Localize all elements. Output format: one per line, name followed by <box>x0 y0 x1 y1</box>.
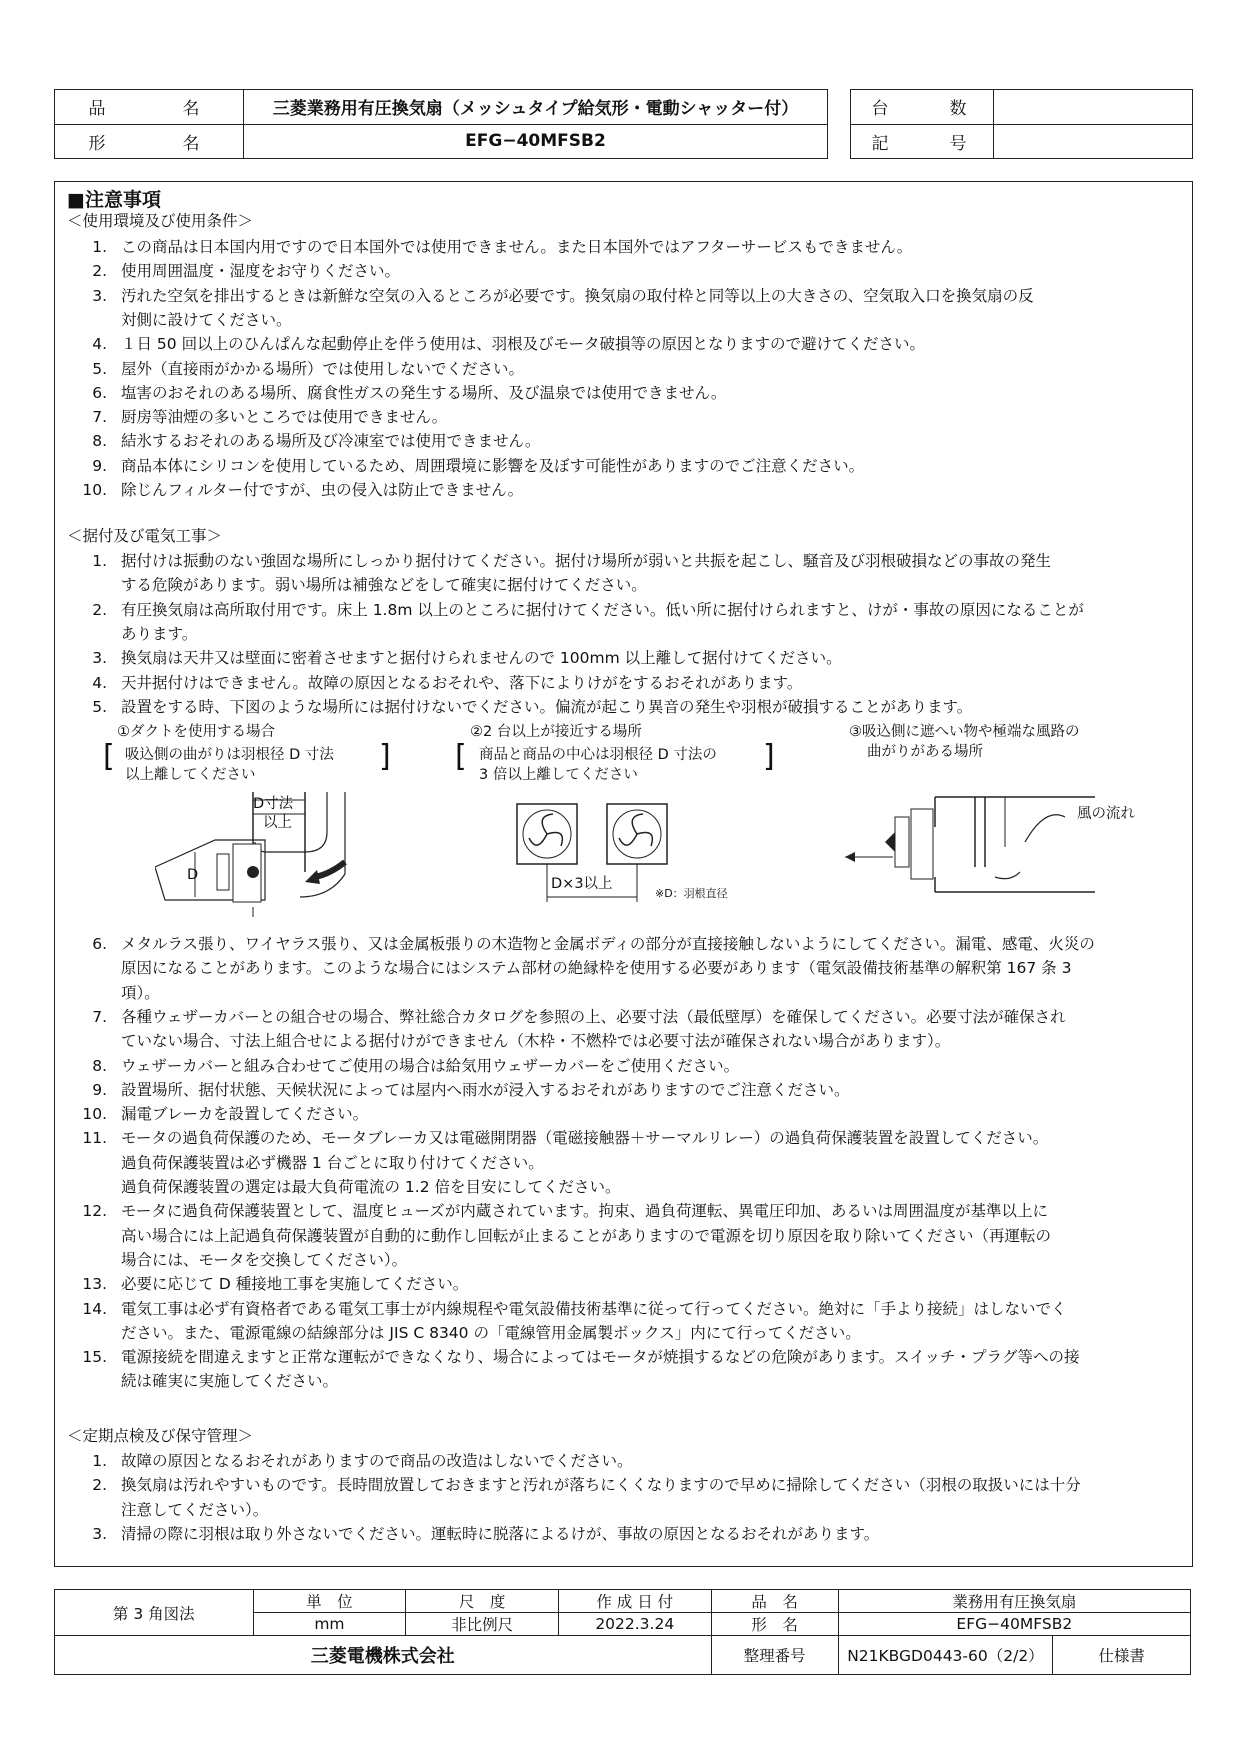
item-number: 4. <box>92 673 107 692</box>
item-number: 3. <box>92 1524 107 1543</box>
fig3-label: 風の流れ <box>1077 806 1135 822</box>
name-value: 業務用有圧換気扇 <box>838 1590 1190 1613</box>
model-label: 形 名 <box>55 124 244 159</box>
item-text-line: 換気扇は汚れやすいものです。長時間放置しておきますと汚れが落ちにくくなりますので早めに掃除してください（羽根の取扱いには十分 <box>121 1476 1081 1495</box>
section-heading: ＜定期点検及び保守管理＞ <box>67 1427 254 1445</box>
item-text-line: この商品は日本国内用ですので日本国外では使用できません。また日本国外ではアフターサービスもできません。 <box>121 238 913 256</box>
item-number: 2. <box>92 262 107 281</box>
fig3-title1: ③吸込側に遮へい物や極端な風路の <box>849 724 1080 740</box>
item-number: 9. <box>92 456 107 475</box>
item-text-line: 対側に設けてください。 <box>121 310 292 329</box>
item-number: 1. <box>92 1452 107 1470</box>
item-number: 7. <box>92 1007 107 1026</box>
scale-label: 尺 度 <box>406 1590 559 1613</box>
item-number: 13. <box>82 1275 107 1294</box>
item-text-line: 除じんフィルター付ですが、虫の侵入は防止できません。 <box>121 481 524 499</box>
name-label: 品 名 <box>711 1590 838 1613</box>
item-number: 9. <box>92 1080 107 1099</box>
item-text-line: 天井据付けはできません。故障の原因となるおそれや、落下によりけがをするおそれがあります。 <box>121 673 803 692</box>
item-text-line: ていない場合、寸法上組合せによる据付けができません（木枠・不燃枠では必要寸法が確保されない場合があります）。 <box>121 1032 951 1051</box>
item-number: 15. <box>82 1348 107 1367</box>
fig1-bracket-left: [ <box>103 739 115 774</box>
header-table <box>54 89 828 159</box>
item-text-line: 清掃の際に羽根は取り外さないでください。運転時に脱落によるけが、事故の原因となるおそれがあります。 <box>121 1524 880 1543</box>
item-text-line: 据付けは振動のない強固な場所にしっかり据付けてください。据付け場所が弱いと共振を起こし、騒音及び羽根破損などの事故の発生 <box>121 552 1052 570</box>
item-text-line: 塩害のおそれのある場所、腐食性ガスの発生する場所、及び温泉では使用できません。 <box>121 383 727 402</box>
item-text-line: 項）。 <box>121 983 160 1002</box>
projection-method: 第 3 角図法 <box>55 1590 254 1636</box>
item-text-line: ウェザーカバーと組み合わせてご使用の場合は給気用ウェザーカバーをご使用ください。 <box>121 1056 740 1075</box>
item-text-line: 漏電ブレーカを設置してください。 <box>121 1105 369 1124</box>
item-number: 10. <box>82 481 107 499</box>
item-text-line: 過負荷保護装置の選定は最大負荷電流の 1.2 倍を目安にしてください。 <box>121 1178 621 1196</box>
fig1-note1: 吸込側の曲がりは羽根径 D 寸法 <box>125 747 334 763</box>
item-text-line: 必要に応じて D 種接地工事を実施してください。 <box>121 1275 469 1294</box>
item-text-line: メタルラス張り、ワイヤラス張り、又は金属板張りの木造物と金属ボディの部分が直接接触しないようにしてください。漏電、感電、火災の <box>121 935 1095 953</box>
fig2-dim: D×3以上 <box>551 876 613 892</box>
item-text-line: モータの過負荷保護のため、モータブレーカ又は電磁開閉器（電磁接触器＋サーマルリレー）の過負荷保護装置を設置してください。 <box>121 1129 1049 1148</box>
item-text-line: 屋外（直接雨がかかる場所）では使用しないでください。 <box>121 359 525 378</box>
item-text-line: 使用周囲温度・湿度をお守りください。 <box>121 262 401 281</box>
doc-type: 仕様書 <box>1053 1636 1191 1675</box>
item-text-line: する危険があります。弱い場所は補強などをして確実に据付けてください。 <box>121 576 647 595</box>
scale-value: 非比例尺 <box>406 1613 559 1636</box>
date-label: 作 成 日 付 <box>558 1590 711 1613</box>
item-text-line: 設置場所、据付状態、天候状況によっては屋内へ雨水が浸入するおそれがありますのでご注意ください。 <box>121 1080 850 1099</box>
date-value: 2022.3.24 <box>558 1613 711 1636</box>
fig2-note1: 商品と商品の中心は羽根径 D 寸法の <box>479 747 717 763</box>
item-text-line: 過負荷保護装置は必ず機器 1 台ごとに取り付けてください。 <box>121 1153 544 1172</box>
fig1-note2: 以上離してください <box>125 767 256 783</box>
model-value-footer: EFG−40MFSB2 <box>838 1613 1190 1636</box>
item-text-line: 汚れた空気を排出するときは新鮮な空気の入るところが必要です。換気扇の取付枠と同等以上の大きさの、空気取入口を換気扇の反 <box>121 286 1034 305</box>
item-number: 2. <box>92 1476 107 1495</box>
fig1-dim2: 以上 <box>263 815 292 831</box>
item-number: 8. <box>92 1056 107 1075</box>
model-label-footer: 形 名 <box>711 1613 838 1636</box>
mark-label: 記 号 <box>851 124 994 159</box>
ref-value: N21KBGD0443-60（2/2） <box>838 1636 1053 1675</box>
item-text-line: 商品本体にシリコンを使用しているため、周囲環境に影響を及ぼす可能性がありますのでご注意ください。 <box>121 456 865 475</box>
item-number: 3. <box>92 649 107 668</box>
item-number: 4. <box>92 335 107 354</box>
item-text-line: １日 50 回以上のひんぱんな起動停止を伴う使用は、羽根及びモータ破損等の原因となりますので避けてください。 <box>121 335 925 354</box>
footer-table <box>54 1589 1191 1675</box>
item-number: 7. <box>92 408 107 427</box>
fig2-note2: 3 倍以上離してください <box>479 767 638 783</box>
model-value: EFG−40MFSB2 <box>244 124 828 159</box>
item-number: 10. <box>82 1105 107 1124</box>
item-text-line: あります。 <box>121 624 198 643</box>
item-number: 1. <box>92 238 107 256</box>
item-number: 6. <box>92 383 107 402</box>
fig1-bracket-right: ] <box>379 739 391 774</box>
company-name: 三菱電機株式会社 <box>55 1636 712 1675</box>
item-text-line: 換気扇は天井又は壁面に密着させますと据付けられませんので 100mm 以上離して据付けてください。 <box>121 649 842 668</box>
notes-box <box>54 181 1193 1567</box>
ref-label: 整理番号 <box>711 1636 838 1675</box>
item-number: 12. <box>82 1202 107 1221</box>
item-text-line: 厨房等油煙の多いところでは使用できません。 <box>121 408 448 427</box>
item-text-line: 続は確実に実施してください。 <box>121 1372 339 1391</box>
item-number: 8. <box>92 432 107 451</box>
item-text-line: モータに過負荷保護装置として、温度ヒューズが内蔵されています。拘束、過負荷運転、異電圧印加、あるいは周囲温度が基準以上に <box>121 1202 1049 1221</box>
item-text-line: 故障の原因となるおそれがありますので商品の改造はしないでください。 <box>121 1452 633 1470</box>
item-number: 14. <box>82 1299 107 1318</box>
product-name-label: 品 名 <box>55 90 244 125</box>
item-text-line: 電源接続を間違えますと正常な運転ができなくなり、場合によってはモータが焼損するなどの危険があります。スイッチ・プラグ等への接 <box>121 1348 1080 1367</box>
item-text-line: 注意してください）。 <box>121 1500 269 1519</box>
fig1-d: D <box>187 867 199 883</box>
item-number: 11. <box>82 1129 107 1148</box>
item-number: 5. <box>92 697 107 716</box>
count-label: 台 数 <box>851 90 994 125</box>
item-number: 2. <box>92 600 107 619</box>
unit-value: mm <box>253 1613 406 1636</box>
obstruction-diagram <box>845 787 1105 897</box>
item-number: 1. <box>92 552 107 570</box>
fig1-title: ①ダクトを使用する場合 <box>117 724 275 740</box>
product-name-value: 三菱業務用有圧換気扇（メッシュタイプ給気形・電動シャッター付） <box>244 90 828 125</box>
item-text-line: 有圧換気扇は高所取付用です。床上 1.8m 以上のところに据付けてください。低い所に据付けられますと、けが・事故の原因になることが <box>121 600 1084 619</box>
item-text-line: 電気工事は必ず有資格者である電気工事士が内線規程や電気設備技術基準に従って行ってください。絶対に「手より接続」はしないでく <box>121 1299 1067 1318</box>
notes-title: ■注意事項 <box>67 189 161 211</box>
fig2-footnote: ※D：羽根直径 <box>655 887 728 900</box>
fig2-bracket-left: [ <box>455 739 467 774</box>
fig2-bracket-right: ] <box>763 739 775 774</box>
mark-value <box>994 124 1193 159</box>
count-value <box>994 90 1193 125</box>
section-heading: ＜据付及び電気工事＞ <box>67 527 223 545</box>
unit-label: 単 位 <box>253 1590 406 1613</box>
item-number: 3. <box>92 286 107 305</box>
item-text-line: 場合には、モータを交換してください）。 <box>121 1250 408 1269</box>
fig1-dim1: D寸法 <box>253 796 294 812</box>
item-text-line: 原因になることがあります。このような場合にはシステム部材の絶縁枠を使用する必要があります（電気設備技術基準の解釈第 167 条 3 <box>121 959 1072 978</box>
figures-row <box>55 722 1192 922</box>
item-text-line: 結氷するおそれのある場所及び冷凍室では使用できません。 <box>121 432 541 451</box>
fig3-title2: 曲がりがある場所 <box>867 744 983 760</box>
item-text-line: 高い場合には上記過負荷保護装置が自動的に動作し回転が止まることがありますので電源を切り原因を取り除いてください（再運転の <box>121 1226 1052 1245</box>
section-heading: ＜使用環境及び使用条件＞ <box>67 212 254 230</box>
count-table <box>850 89 1193 159</box>
item-number: 5. <box>92 359 107 378</box>
item-text-line: 設置をする時、下図のような場所には据付けないでください。偏流が起こり異音の発生や羽根が破損することがあります。 <box>121 697 973 716</box>
fig2-title: ②2 台以上が接近する場所 <box>470 724 642 740</box>
item-text-line: 各種ウェザーカバーとの組合せの場合、弊社総合カタログを参照の上、必要寸法（最低壁厚）を確保してください。必要寸法が確保され <box>121 1007 1066 1026</box>
item-text-line: ださい。また、電源電線の結線部分は JIS C 8340 の「電線管用金属製ボックス」内にて行ってください。 <box>121 1323 861 1342</box>
item-number: 6. <box>92 935 107 953</box>
